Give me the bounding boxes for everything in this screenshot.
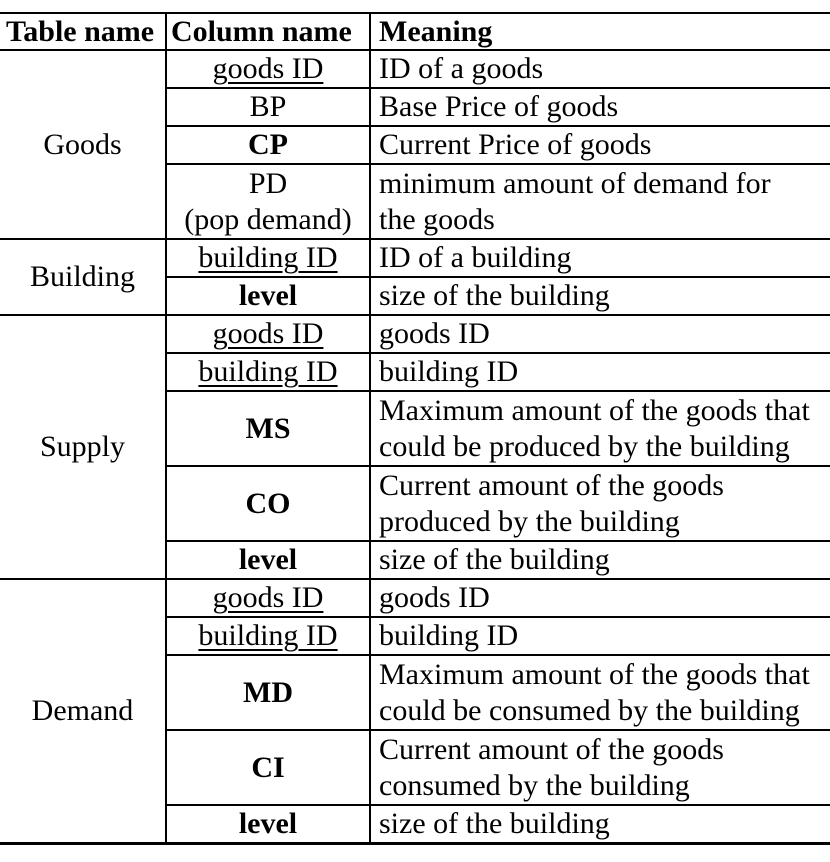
- column-ci: [166, 730, 370, 805]
- meaning-cell: [370, 88, 830, 126]
- meaning-text: ID of a goods: [379, 52, 544, 85]
- column-co: [166, 466, 370, 541]
- key-label: goods ID: [212, 317, 324, 350]
- column-goods-id: [166, 315, 370, 353]
- key-label: building ID: [198, 241, 338, 274]
- table-row: [0, 239, 830, 277]
- key-label: building ID: [198, 355, 338, 388]
- meaning-text: goods ID: [379, 317, 490, 350]
- header-table-name: Table name: [0, 13, 166, 50]
- column-building-id: [166, 353, 370, 391]
- column-building-id: [166, 239, 370, 277]
- column-level: [166, 805, 370, 844]
- meaning-text: could be produced by the building: [379, 429, 790, 463]
- group-label: Goods: [43, 127, 122, 161]
- key-label: CP: [248, 128, 288, 161]
- key-label-sub: (pop demand): [184, 202, 352, 236]
- meaning-text: minimum amount of demand for: [379, 166, 771, 200]
- key-label: goods ID: [212, 52, 324, 85]
- meaning-text: the goods: [379, 202, 495, 236]
- header-column-name: Column name: [166, 13, 370, 50]
- meaning-text: size of the building: [379, 543, 610, 576]
- key-label: level: [238, 543, 298, 576]
- meaning-text: Current amount of the goods: [379, 468, 724, 502]
- table-name-demand: [0, 579, 166, 844]
- key-label: building ID: [198, 619, 338, 652]
- column-cp: [166, 126, 370, 164]
- key-label: BP: [249, 90, 287, 123]
- key-label: CO: [245, 486, 291, 520]
- group-label: Demand: [31, 694, 134, 727]
- key-label: MD: [243, 675, 293, 709]
- meaning-cell: [370, 730, 830, 805]
- header-meaning: Meaning: [370, 13, 830, 50]
- meaning-text: goods ID: [379, 581, 490, 614]
- column-goods-id: [166, 579, 370, 617]
- column-md: [166, 655, 370, 730]
- key-label: PD: [248, 166, 288, 200]
- schema-table: [0, 12, 830, 845]
- meaning-text: Maximum amount of the goods that: [379, 393, 810, 427]
- table-row: [0, 315, 830, 353]
- column-ms: [166, 391, 370, 466]
- meaning-cell: [370, 277, 830, 315]
- table-name-supply: [0, 315, 166, 579]
- meaning-text: consumed by the building: [379, 768, 690, 802]
- header-row: [0, 13, 830, 50]
- key-label: goods ID: [212, 581, 324, 614]
- meaning-cell: [370, 541, 830, 579]
- table-name-building: [0, 239, 166, 315]
- meaning-text: could be consumed by the building: [379, 693, 800, 727]
- table-row: [0, 50, 830, 88]
- meaning-text: size of the building: [379, 279, 610, 312]
- key-label: CI: [251, 750, 285, 784]
- group-label: Supply: [39, 430, 126, 463]
- meaning-cell: [370, 353, 830, 391]
- column-level: [166, 541, 370, 579]
- table-name-goods: [0, 50, 166, 239]
- group-label: Building: [29, 260, 135, 293]
- meaning-cell: [370, 239, 830, 277]
- column-goods-id: [166, 50, 370, 88]
- meaning-text: size of the building: [379, 807, 610, 840]
- meaning-cell: [370, 466, 830, 541]
- column-pd: [166, 164, 370, 239]
- meaning-cell: [370, 50, 830, 88]
- meaning-cell: [370, 164, 830, 239]
- meaning-text: building ID: [379, 619, 519, 652]
- table-row: [0, 579, 830, 617]
- meaning-text: Current amount of the goods: [379, 732, 724, 766]
- key-label: MS: [245, 411, 291, 445]
- meaning-cell: [370, 655, 830, 730]
- meaning-text: produced by the building: [379, 504, 680, 538]
- column-building-id: [166, 617, 370, 655]
- meaning-cell: [370, 126, 830, 164]
- column-bp: [166, 88, 370, 126]
- meaning-cell: [370, 391, 830, 466]
- meaning-text: ID of a building: [379, 241, 572, 274]
- meaning-cell: [370, 805, 830, 844]
- key-label: level: [238, 807, 298, 840]
- meaning-cell: [370, 315, 830, 353]
- column-level: [166, 277, 370, 315]
- meaning-text: Base Price of goods: [379, 90, 619, 123]
- key-label: level: [238, 279, 298, 312]
- meaning-cell: [370, 617, 830, 655]
- meaning-cell: [370, 579, 830, 617]
- meaning-text: building ID: [379, 355, 519, 388]
- meaning-text: Maximum amount of the goods that: [379, 657, 810, 691]
- meaning-text: Current Price of goods: [379, 128, 652, 161]
